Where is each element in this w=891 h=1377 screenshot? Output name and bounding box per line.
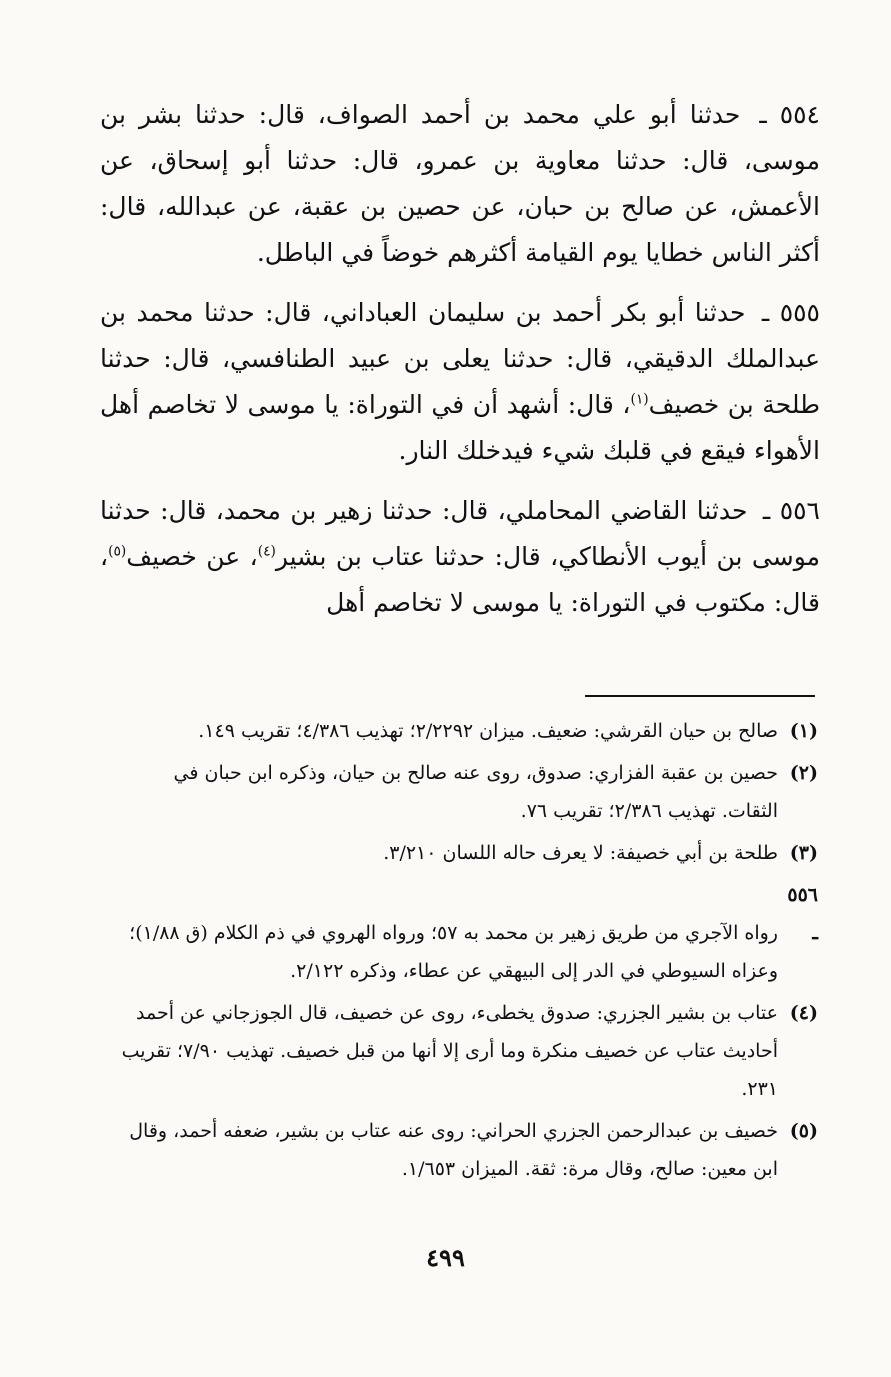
footnote-number: (٤): [789, 1002, 818, 1024]
footnotes: [112, 712, 818, 1192]
footnote-ref: (٥): [108, 543, 127, 560]
footnote: [112, 994, 818, 1108]
hadith-text: حدثنا القاضي المحاملي، قال: حدثنا زهير بن محمد، قال: حدثنا موسى بن أيوب الأنطاكي، قال: حدثنا عتاب بن بشير: [100, 496, 821, 571]
footnote-ref: (١): [630, 391, 649, 408]
hadith-555: [100, 290, 820, 474]
footnote-number: ٥٥٦ ـ: [787, 884, 818, 944]
main-text: [100, 92, 820, 640]
footnote: [112, 834, 818, 872]
hadith-text: حدثنا أبو بكر أحمد بن سليمان العباداني، قال: حدثنا محمد بن عبدالملك الدقيقي، قال: حدثنا يعلى بن عبيد الطنافسي، قال: حدثنا طلحة بن خصيف: [100, 298, 821, 419]
hadith-554: [100, 92, 820, 276]
hadith-text: حدثنا أبو علي محمد بن أحمد الصواف، قال: حدثنا بشر بن موسى، قال: حدثنا معاوية بن عمرو، قال: حدثنا أبو إسحاق، عن الأعمش، عن صالح بن حبان، عن حصين بن عقبة، عن عبدالله، قال: أكثر الناس خطايا يوم القيامة أكثرهم خوضاً في الباطل.: [100, 100, 820, 267]
footnote-text: طلحة بن أبي خصيفة: لا يعرف حاله اللسان ٣/٢١٠.: [383, 842, 778, 864]
page-number: ٤٩٩: [426, 1243, 465, 1272]
footnote-text: خصيف بن عبدالرحمن الجزري الحراني: روى عنه عتاب بن بشير، ضعفه أحمد، وقال ابن معين: صالح، وقال مرة: ثقة. الميزان ١/٦٥٣.: [129, 1120, 778, 1180]
footnote-number: (١): [789, 720, 818, 742]
hadith-text: ، قال: مكتوب في التوراة: يا موسى لا تخاصم أهل: [100, 542, 820, 617]
footnote-text: حصين بن عقبة الفزاري: صدوق، روى عنه صالح بن حيان، وذكره ابن حبان في الثقات. تهذيب ٢/٣٨٦؛ تقريب ٧٦.: [173, 762, 778, 822]
hadith-text: ، قال: أشهد أن في التوراة: يا موسى لا تخاصم أهل الأهواء فيقع في قلبك شيء فيدخلك النار.: [100, 390, 820, 465]
hadith-number: ٥٥٥ ـ: [761, 298, 820, 327]
footnote-text: رواه الآجري من طريق زهير بن محمد به ٥٧؛ ورواه الهروي في ذم الكلام (ق ١/٨٨)؛ وعزاه السيوطي في الدر إلى البيهقي عن عطاء، وذكره ٢/١٢٢.: [129, 922, 778, 982]
footnote-ref: (٤): [257, 543, 276, 560]
footnote: [112, 712, 818, 750]
hadith-number: ٥٥٤ ـ: [759, 100, 820, 129]
footnote-separator: [585, 695, 815, 697]
footnote-text: عتاب بن بشير الجزري: صدوق يخطىء، روى عن خصيف، قال الجوزجاني عن أحمد أحاديث عتاب عن خصيف منكرة وما أرى إلا أنها من قبل خصيف. تهذيب ٧/٩٠؛ تقريب ٢٣١.: [121, 1002, 778, 1100]
hadith-text: ، عن خصيف: [126, 542, 258, 571]
footnote: [112, 754, 818, 830]
footnote-number: (٣): [789, 842, 818, 864]
hadith-number: ٥٥٦ ـ: [762, 496, 820, 525]
footnote: [112, 876, 818, 990]
footnote: [112, 1112, 818, 1188]
footnote-text: صالح بن حيان القرشي: ضعيف. ميزان ٢/٢٢٩٢؛ تهذيب ٤/٣٨٦؛ تقريب ١٤٩.: [198, 720, 778, 742]
footnote-number: (٥): [789, 1120, 818, 1142]
footnote-number: (٢): [789, 762, 818, 784]
hadith-556: [100, 488, 820, 626]
